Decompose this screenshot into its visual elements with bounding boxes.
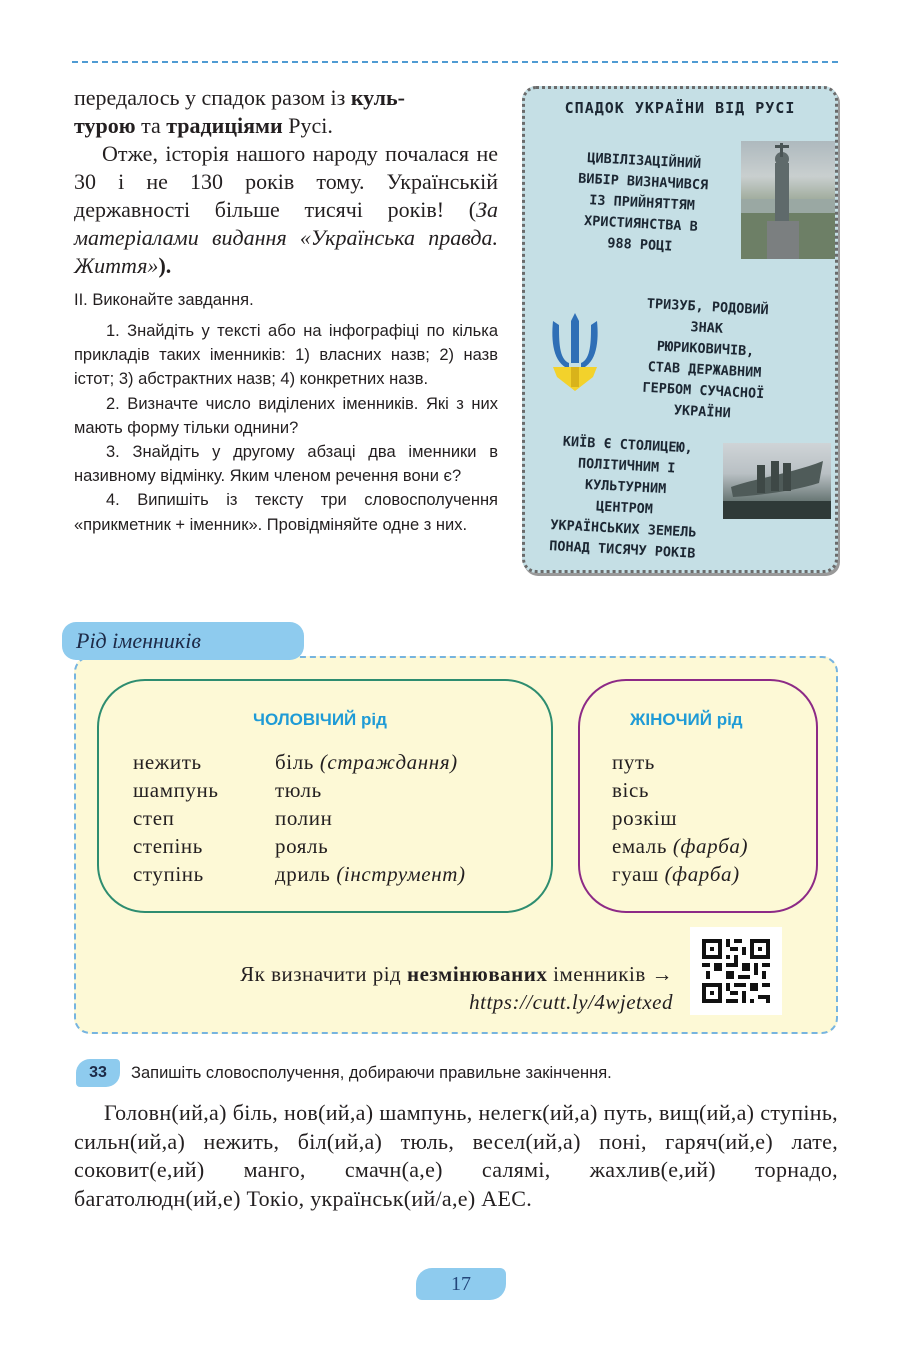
task-item: 2. Визначте число виділених іменників. Які з них мають форму тільки однини?	[74, 394, 498, 437]
exercise-number-badge: 33	[76, 1059, 120, 1087]
tasks-heading: ІІ. Виконайте завдання.	[74, 291, 254, 309]
list-item: полин	[275, 806, 333, 830]
list-item: вісь	[612, 778, 650, 802]
exercise-title: Запишіть словосполучення, добираючи правильне закінчення.	[131, 1064, 612, 1082]
infographic	[522, 86, 838, 573]
qr-code-icon[interactable]	[690, 927, 782, 1015]
monument-photo	[741, 141, 835, 259]
task-item: 4. Випишіть із тексту три словосполучення «прикметник + іменник». Провідміняйте одне з них.	[74, 491, 498, 534]
list-item: шампунь	[133, 778, 219, 802]
masculine-list-1	[133, 748, 219, 888]
task-item: 3. Знайдіть у другому абзаці два іменники в називному відмінку. Яким членом речення вони є?	[74, 443, 498, 486]
infographic-block-trident: ТРИЗУБ, РОДОВИЙ ЗНАК РЮРИКОВИЧІВ, СТАВ ДЕРЖАВНИМ ГЕРБОМ СУЧАСНОЇ УКРАЇНИ	[642, 295, 770, 422]
infographic-title: СПАДОК УКРАЇНИ ВІД РУСІ	[564, 99, 796, 117]
top-divider	[72, 61, 838, 63]
task-item: 1. Знайдіть у тексті або на інфографіці по кілька прикладів таких іменників: 1) власних назв; 2) назв істот; 3) абстрактних назв; 4) конкретних назв.	[74, 322, 498, 389]
list-item: розкіш	[612, 806, 678, 830]
list-item: степ	[133, 806, 175, 830]
feminine-heading: ЖІНОЧИЙ рід	[630, 710, 743, 729]
list-item: путь	[612, 750, 655, 774]
masculine-heading: ЧОЛОВІЧИЙ рід	[253, 710, 387, 729]
list-item: степінь	[133, 834, 203, 858]
list-item: гуаш (фарба)	[612, 862, 740, 886]
exercise-body: Головн(ий,а) біль, нов(ий,а) шампунь, нелегк(ий,а) путь, вищ(ий,а) ступінь, сильн(ий,а) нежить, біл(ий,а) тюль, весел(ий,а) поні, гаряч(ий,е) лате, соковит(е,ий) манго, смачн(а,е) салямі, жахлив(е,ий) торнадо, багатолюдн(ий,е) Токіо, українськ(ий/а,е) АЕС.	[74, 1100, 838, 1211]
list-item: біль (страждання)	[275, 750, 458, 774]
masculine-box	[97, 679, 553, 913]
list-item: емаль (фарба)	[612, 834, 749, 858]
resource-link[interactable]: https://cutt.ly/4wjetxed	[469, 990, 673, 1014]
list-item: тюль	[275, 778, 322, 802]
feminine-list	[612, 748, 748, 888]
trident-icon	[547, 311, 603, 397]
kyiv-founders-monument-photo	[723, 443, 831, 519]
masculine-list-2	[275, 748, 466, 888]
section-tag: Рід іменників	[62, 622, 304, 660]
intro-text: передалось у спадок разом із куль- турою та традиціями Русі. Отже, історія нашого народу почалася не 30 і не 130 років тому. Українській державності більше тисячі років! (За матеріалами видання «Українська правда. Життя»).	[74, 85, 498, 278]
infographic-block-kyiv: КИЇВ Є СТОЛИЦЕЮ, ПОЛІТИЧНИМ І КУЛЬТУРНИМ ЦЕНТРОМ УКРАЇНСЬКИХ ЗЕМЕЛЬ ПОНАД ТИСЯЧУ РОКІВ	[548, 433, 697, 562]
page-number: 17	[416, 1268, 506, 1300]
tasks-list	[74, 319, 498, 537]
feminine-box	[578, 679, 818, 913]
list-item: нежить	[133, 750, 202, 774]
infographic-block-christianity: ЦИВІЛІЗАЦІЙНИЙ ВИБІР ВИЗНАЧИВСЯ ІЗ ПРИЙНЯТТЯМ ХРИСТИЯНСТВА В 988 РОЦІ	[577, 150, 709, 255]
howto-link-text: Як визначити рід незмінюваних іменників → https://cutt.ly/4wjetxed	[90, 960, 673, 1016]
list-item: ступінь	[133, 862, 204, 886]
list-item: дриль (інструмент)	[275, 862, 466, 886]
list-item: рояль	[275, 834, 329, 858]
